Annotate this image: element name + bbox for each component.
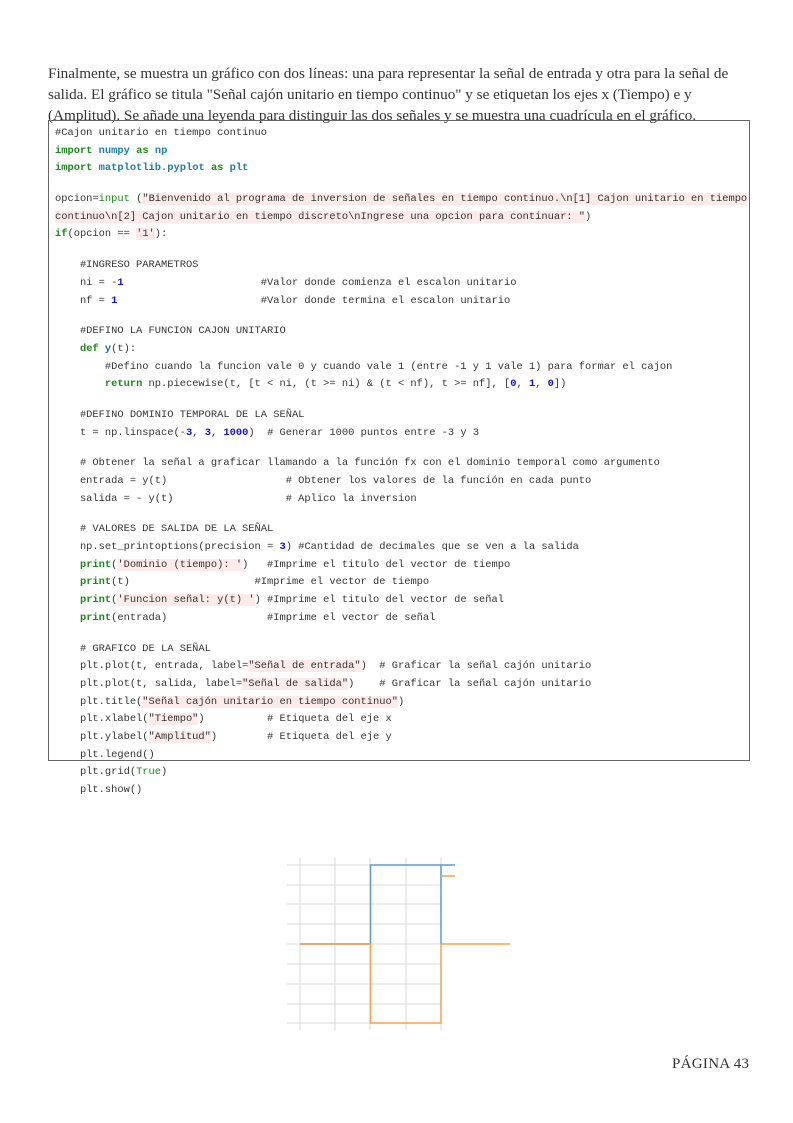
code-token: # VALORES DE SALIDA DE LA SEÑAL [55, 523, 274, 536]
code-token: np [154, 144, 168, 157]
code-token: #INGRESO PARAMETROS [55, 259, 199, 272]
code-token: (entrada) #Imprime el vector de señal [111, 611, 436, 624]
code-token: ) # Etiqueta del eje y [210, 730, 392, 743]
code-token: #DEFINO DOMINIO TEMPORAL DE LA SEÑAL [55, 408, 305, 421]
code-token: 'Dominio (tiempo): ' [117, 558, 243, 571]
code-line [55, 376, 749, 394]
code-token [55, 612, 80, 624]
code-token: plt.title( [55, 695, 143, 708]
code-token: (t) #Imprime el vector de tiempo [111, 576, 430, 589]
code-line [55, 191, 749, 209]
code-line [55, 539, 749, 557]
code-token: 0 [510, 378, 517, 391]
code-token: , [516, 378, 529, 391]
code-line [55, 628, 749, 641]
code-token: plt.plot(t, salida, label= [55, 677, 243, 690]
code-token: import [55, 144, 93, 157]
code-token: #DEFINO LA FUNCION CAJON UNITARIO [55, 325, 286, 338]
code-token: #Valor donde termina el escalon unitario [117, 294, 511, 307]
code-token: y [104, 342, 112, 355]
code-token: #Valor donde comienza el escalon unitario [123, 276, 517, 289]
code-token: print [79, 594, 112, 607]
code-token: plt [229, 162, 249, 175]
code-line [55, 521, 749, 539]
code-line [55, 782, 749, 800]
code-token: import [55, 162, 93, 175]
code-line [55, 160, 749, 178]
code-line [55, 508, 749, 521]
code-token: "Bienvenido al programa de inversion de señales en tiempo continuo.\n[1] Cajon unitario en tiempo [142, 193, 748, 206]
code-token: plt.grid( [55, 766, 137, 779]
code-line [55, 676, 749, 694]
code-token: ( [111, 558, 118, 571]
code-token: 3 [204, 426, 211, 439]
code-token: print [79, 558, 112, 571]
code-line [55, 125, 749, 143]
code-line [55, 226, 749, 244]
code-token: # GRAFICO DE LA SEÑAL [55, 642, 211, 655]
code-token: ) #Imprime el titulo del vector de tiempo [242, 558, 511, 571]
code-token: ) # Graficar la señal cajón unitario [348, 677, 592, 690]
code-token: 3 [279, 541, 286, 554]
code-token: ni = - [55, 276, 118, 289]
code-token: "Señal de entrada" [248, 660, 361, 673]
code-line [55, 658, 749, 676]
code-token: plt.legend() [55, 748, 155, 761]
code-token: ( [111, 594, 118, 607]
code-token: nf = [55, 294, 112, 307]
code-token: ) #Imprime el titulo del vector de señal [254, 594, 504, 607]
code-line [55, 394, 749, 407]
code-token: "Amplitud" [148, 730, 211, 743]
code-token: ) [585, 210, 592, 223]
code-line [55, 275, 749, 293]
code-line [55, 557, 749, 575]
code-token: np.set_printoptions(precision = [55, 541, 280, 554]
code-token: ) # Etiqueta del eje x [198, 713, 392, 726]
code-token: numpy [98, 144, 130, 157]
code-token: ) [161, 766, 168, 779]
code-token: return [104, 378, 143, 391]
code-token: matplotlib.pyplot [98, 162, 205, 175]
code-line [55, 442, 749, 455]
code-line [55, 491, 749, 509]
code-line [55, 293, 749, 311]
code-token: ( [129, 193, 143, 206]
code-line [55, 473, 749, 491]
code-token: #Defino cuando la funcion vale 0 y cuando vale 1 (entre -1 y 1 vale 1) para formar el cajon [55, 360, 673, 373]
code-token: 1 [528, 378, 536, 391]
code-line [55, 143, 749, 161]
code-token [55, 559, 80, 571]
code-line [55, 209, 749, 227]
code-token: print [79, 576, 112, 589]
code-token: ): [154, 228, 168, 241]
code-line [55, 323, 749, 341]
code-token: 1 [117, 276, 124, 289]
code-token: 1 [111, 294, 118, 307]
signal-plot-fragment [280, 850, 520, 1040]
code-token: #Cajon unitario en tiempo continuo [55, 127, 268, 139]
code-token: def [79, 342, 99, 355]
code-token: (opcion == [67, 228, 137, 241]
code-listing [55, 125, 749, 800]
code-line [55, 711, 749, 729]
code-token: ) # Generar 1000 puntos entre -3 y 3 [248, 426, 480, 439]
code-token: opcion= [55, 193, 99, 206]
code-token [55, 594, 80, 606]
code-token: print [79, 611, 112, 624]
code-block [48, 120, 750, 796]
body-paragraph: Finalmente, se muestra un gráfico con dos líneas: una para representar la señal de entrada y otra para la señal de salida. El gráfico se titula "Señal cajón unitario en tiempo continuo" y se etiquetan los ejes x (Tiempo) e y (Amplitud). Se añade una leyenda para distinguir las dos señales y se muestra una cuadrícula en el gráfico. [48, 65, 729, 125]
code-token: # Obtener la señal a graficar llamando a la función fx con el dominio temporal como argumento [55, 457, 660, 470]
code-line [55, 359, 749, 377]
page-number: PÁGINA 43 [672, 1056, 750, 1072]
code-token: , [210, 426, 224, 439]
code-line [55, 341, 749, 359]
code-line [55, 257, 749, 275]
code-line [55, 694, 749, 712]
code-token: 1000 [223, 426, 249, 439]
code-token: input [98, 193, 130, 206]
code-token: as [210, 162, 224, 175]
code-line [55, 574, 749, 592]
code-token: 3 [185, 426, 193, 439]
code-token: entrada = y(t) # Obtener los valores de la función en cada punto [55, 475, 592, 487]
code-token [55, 378, 105, 390]
code-token: ) # Graficar la señal cajón unitario [360, 660, 592, 673]
code-token: plt.plot(t, entrada, label= [55, 660, 249, 673]
code-token: , [192, 426, 205, 439]
code-token: '1' [136, 228, 155, 241]
code-token: if [55, 228, 68, 241]
code-line [55, 455, 749, 473]
code-token: ) #Cantidad de decimales que se ven a la salida [285, 541, 579, 554]
code-token: np.piecewise(t, [t < ni, (t >= ni) & (t < nf), t >= nf], [ [142, 378, 511, 391]
code-line [55, 407, 749, 425]
code-line [55, 244, 749, 257]
code-token: "Señal cajón unitario en tiempo continuo" [142, 695, 398, 708]
code-line [55, 310, 749, 323]
code-token: t = np.linspace(- [55, 426, 186, 439]
code-token: ]) [553, 378, 567, 391]
code-line [55, 178, 749, 191]
code-token: plt.xlabel( [55, 713, 149, 726]
code-token [55, 576, 80, 588]
code-token: "Tiempo" [148, 713, 199, 726]
code-line [55, 747, 749, 765]
code-line [55, 610, 749, 628]
code-token: plt.show() [55, 784, 143, 796]
code-token: plt.ylabel( [55, 730, 149, 743]
code-token: ) [397, 695, 405, 708]
code-token: "Señal de salida" [242, 677, 349, 690]
code-line [55, 764, 749, 782]
code-token: 0 [547, 378, 554, 391]
code-line [55, 641, 749, 659]
code-line [55, 425, 749, 443]
code-token: 'Funcion señal: y(t) ' [117, 594, 255, 607]
code-token: (t): [111, 342, 137, 355]
code-token: as [136, 144, 149, 157]
code-token: salida = - y(t) # Aplico la inversion [55, 492, 417, 505]
code-token [55, 343, 80, 355]
code-token: True [136, 766, 162, 779]
code-token: , [535, 378, 548, 391]
code-line [55, 729, 749, 747]
code-line [55, 592, 749, 610]
code-token: continuo\n[2] Cajon unitario en tiempo discreto\nIngrese una opcion para continuar: " [55, 210, 586, 223]
